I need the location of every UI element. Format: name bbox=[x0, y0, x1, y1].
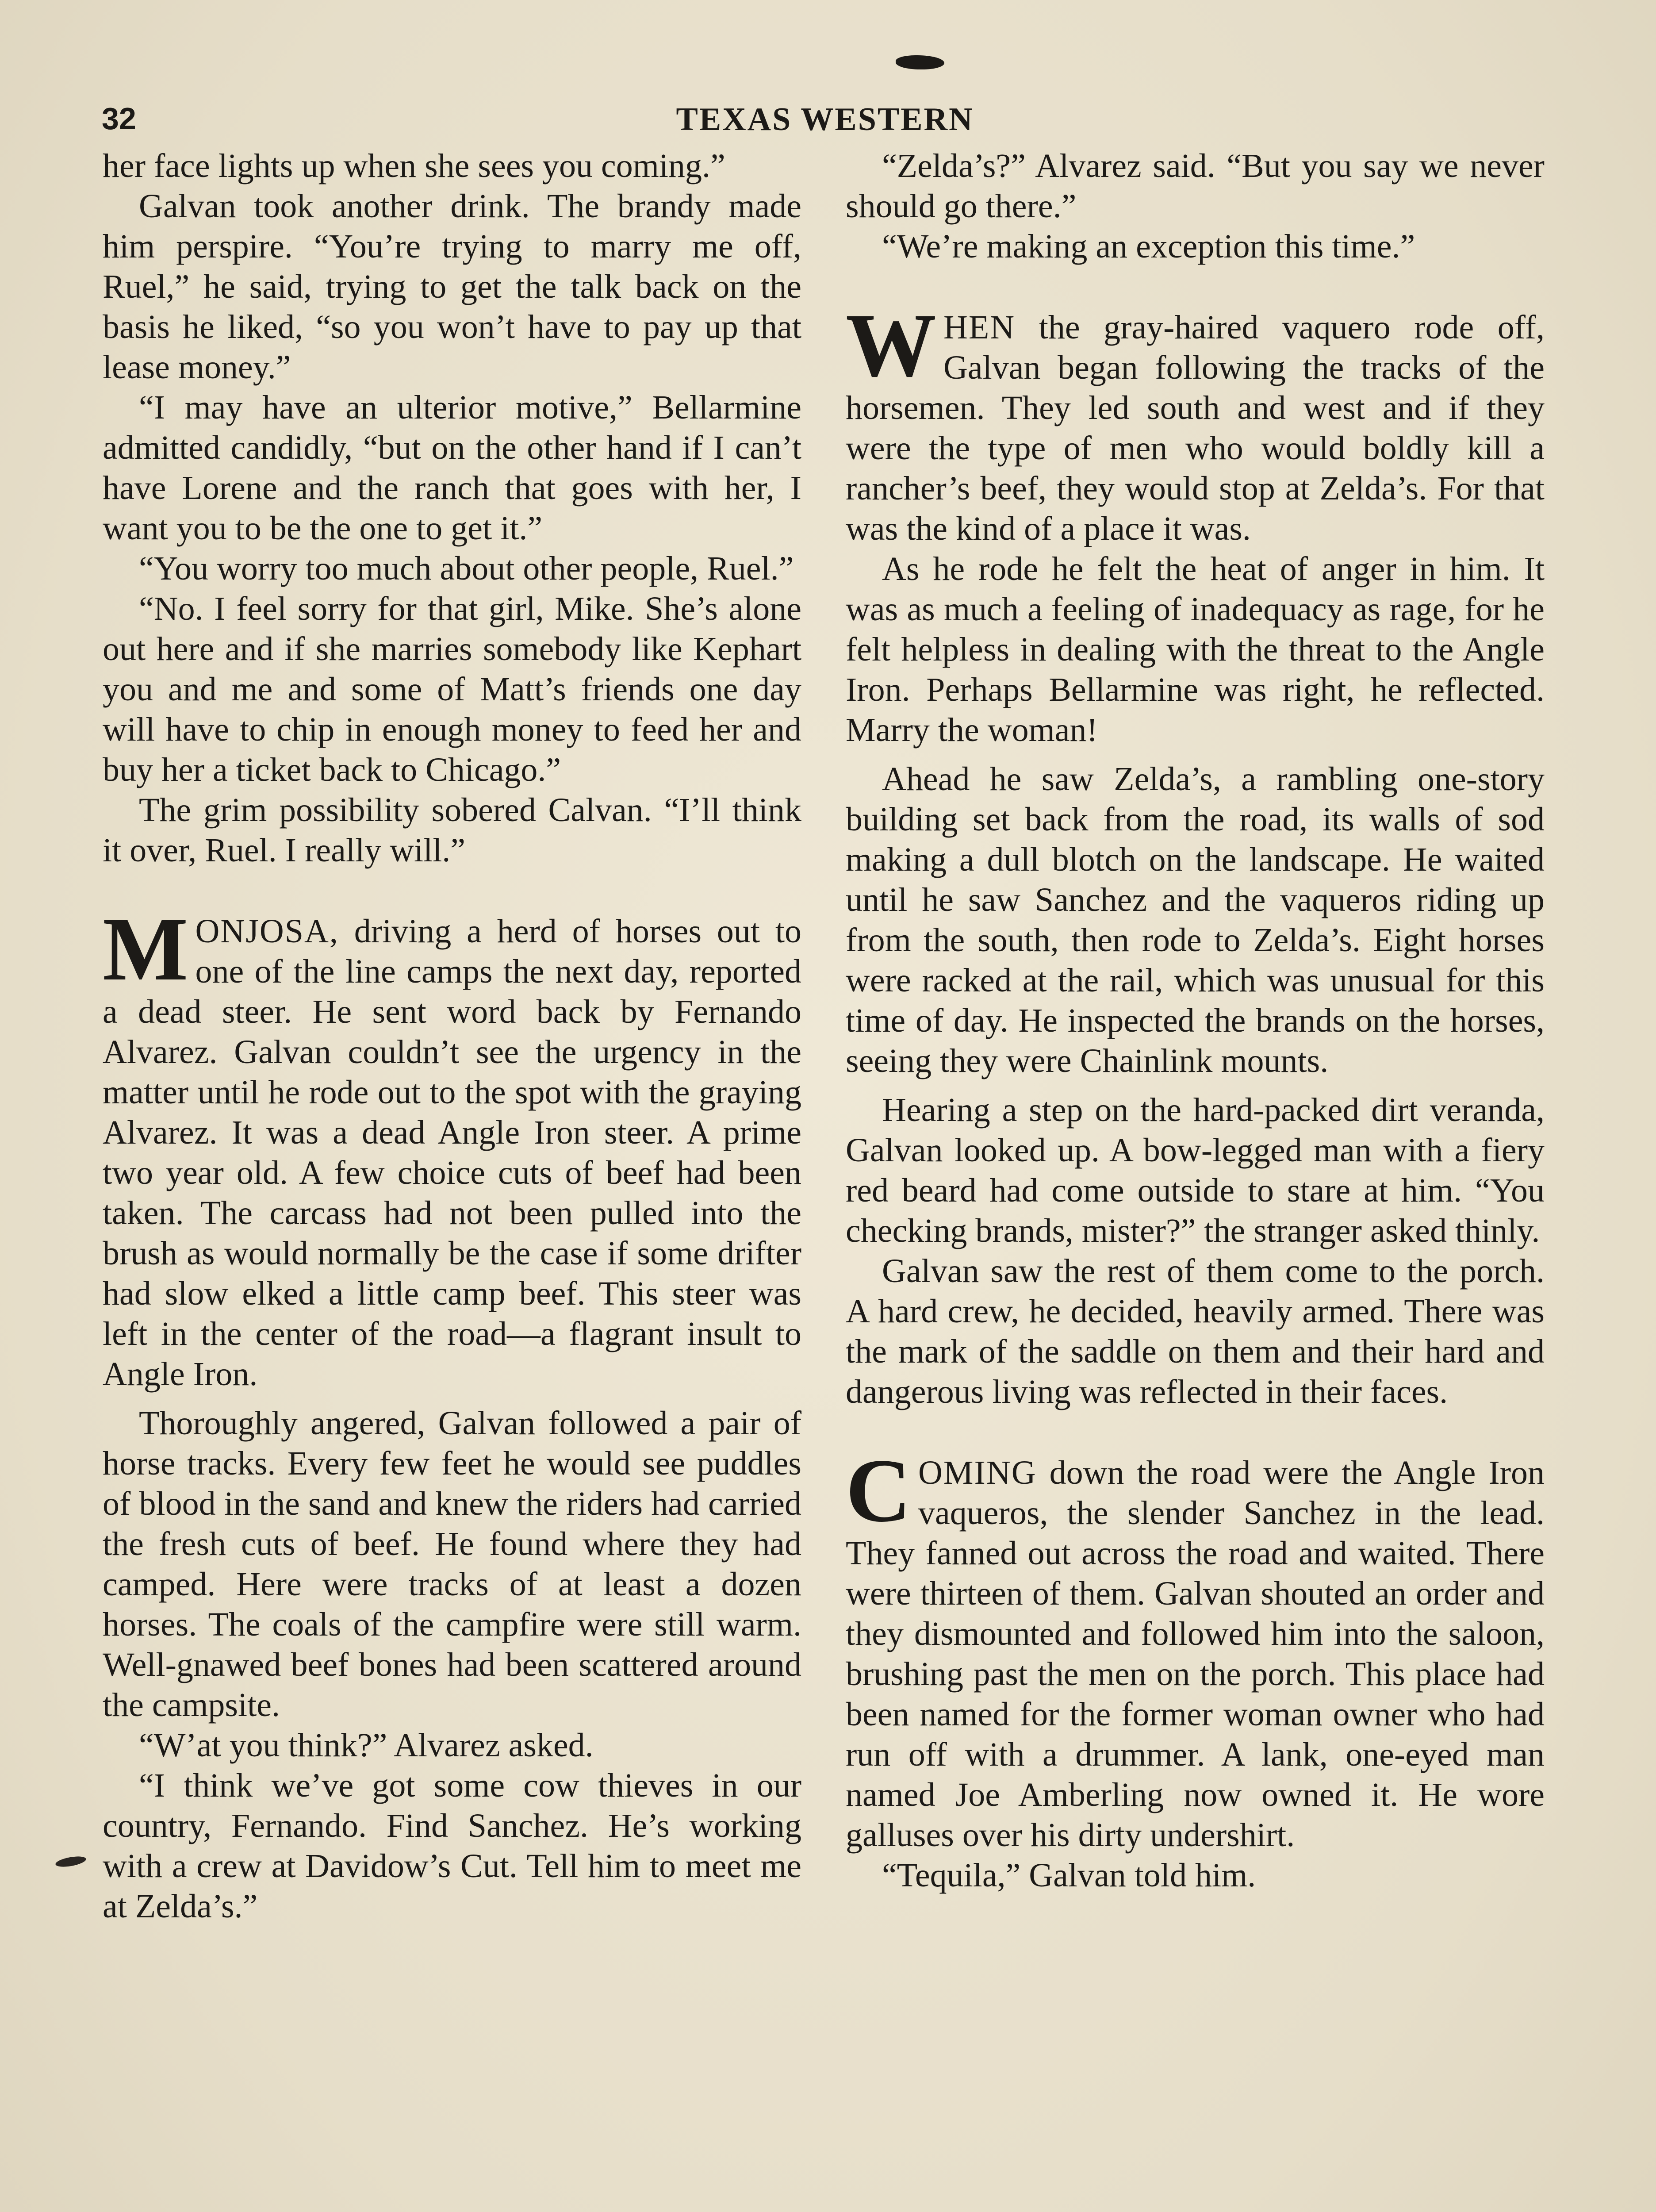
small-caps-lead: HEN bbox=[943, 309, 1016, 346]
section-opening-paragraph bbox=[846, 295, 1545, 549]
section-opening-paragraph bbox=[846, 1440, 1545, 1855]
paragraph: her face lights up when she sees you coming.” bbox=[103, 147, 725, 184]
ink-blot bbox=[896, 55, 944, 69]
right-column bbox=[846, 146, 1545, 1896]
small-caps-lead: ONJOSA, bbox=[195, 913, 339, 950]
paragraph: “We’re making an exception this time.” bbox=[882, 228, 1415, 265]
paragraph: As he rode he felt the heat of anger in him. It was as much a feeling of inadequacy as rage, for he felt helpless in dealing with the threat to the Angle Iron. Perhaps Bellarmine was right, he reflected. Marry the woman! bbox=[846, 550, 1545, 749]
paragraph: Ahead he saw Zelda’s, a rambling one-story building set back from the road, its walls of sod making a dull blotch on the landscape. He waited until he saw Sanchez and the vaqueros riding up from the south, then rode to Zelda’s. Eight horses were racked at the rail, which was unusual for this time of day. He inspected the brands on the horses, seeing they were Chainlink mounts. bbox=[846, 760, 1545, 1079]
paragraph-text: down the road were the Angle Iron vaqueros, the slender Sanchez in the lead. They fanned out across the road and waited. There were thirteen of them. Galvan shouted an order and they dismounted and followed him into the saloon, brushing past the men on the porch. This place had been named for the former woman owner who had run off with a drummer. A lank, one-eyed man named Joe Amberling now owned it. He wore galluses over his dirty undershirt. bbox=[846, 1454, 1545, 1854]
paragraph: “Tequila,” Galvan told him. bbox=[882, 1857, 1256, 1894]
paragraph: The grim possibility sobered Calvan. “I’ll think it over, Ruel. I really will.” bbox=[103, 791, 801, 869]
paragraph: “You worry too much about other people, Ruel.” bbox=[139, 550, 794, 587]
paragraph-text: the gray-haired vaquero rode off, Galvan began following the tracks of the horsemen. They led south and west and if they were the type of men who would boldly kill a rancher’s beef, they would stop at Zelda’s. For that was the kind of a place it was. bbox=[846, 309, 1545, 547]
paragraph: Galvan saw the rest of them come to the porch. A hard crew, he decided, heavily armed. There was the mark of the saddle on them and their hard and dangerous living was reflected in their faces. bbox=[846, 1252, 1545, 1410]
drop-cap: W bbox=[846, 295, 936, 396]
paragraph: “Zelda’s?” Alvarez said. “But you say we never should go there.” bbox=[846, 147, 1545, 225]
drop-cap: M bbox=[103, 899, 188, 999]
paragraph-text: driving a herd of horses out to one of the line camps the next day, reported a dead steer. He sent word back by Fernando Alvarez. Galvan couldn’t see the urgency in the matter until he rode out to the spot with the graying Alvarez. It was a dead Angle Iron steer. A prime two year old. A few choice cuts of beef had been taken. The carcass had not been pulled into the brush as would normally be the case if some drifter had slow elked a little camp beef. This steer was left in the center of the road—a flagrant insult to Angle Iron. bbox=[103, 913, 801, 1393]
paragraph: Thoroughly angered, Galvan followed a pair of horse tracks. Every few feet he would see puddles of blood in the sand and knew the riders had carried the fresh cuts of beef. He found where they had camped. Here were tracks of at least a dozen horses. The coals of the campfire were still warm. Well-gnawed beef bones had been scattered around the campsite. bbox=[103, 1405, 801, 1724]
section-opening-paragraph bbox=[103, 899, 801, 1394]
drop-cap: C bbox=[846, 1440, 912, 1541]
page-number: 32 bbox=[102, 101, 136, 136]
ink-smudge bbox=[55, 1855, 87, 1869]
page-header bbox=[102, 101, 1548, 141]
paragraph: “I think we’ve got some cow thieves in our country, Fernando. Find Sanchez. He’s working with a crew at Davidow’s Cut. Tell him to meet me at Zelda’s.” bbox=[103, 1767, 801, 1925]
paragraph: “W’at you think?” Alvarez asked. bbox=[139, 1727, 594, 1764]
small-caps-lead: OMING bbox=[918, 1454, 1037, 1491]
paragraph: Hearing a step on the hard-packed dirt veranda, Galvan looked up. A bow-legged man with a fiery red beard had come outside to stare at him. “You checking brands, mister?” the stranger asked thinly. bbox=[846, 1091, 1545, 1249]
paragraph: Galvan took another drink. The brandy made him perspire. “You’re trying to marry me off, Ruel,” he said, trying to get the talk back on the basis he liked, “so you won’t have to pay up that lease money.” bbox=[103, 188, 801, 386]
paragraph: “No. I feel sorry for that girl, Mike. She’s alone out here and if she marries somebody like Kephart you and me and some of Matt’s friends one day will have to chip in enough money to feed her and buy her a ticket back to Chicago.” bbox=[103, 590, 801, 788]
left-column bbox=[103, 146, 801, 1927]
paragraph: “I may have an ulterior motive,” Bellarmine admitted candidly, “but on the other hand if I can’t have Lorene and the ranch that goes with her, I want you to be the one to get it.” bbox=[103, 389, 801, 547]
magazine-title: TEXAS WESTERN bbox=[676, 101, 974, 138]
